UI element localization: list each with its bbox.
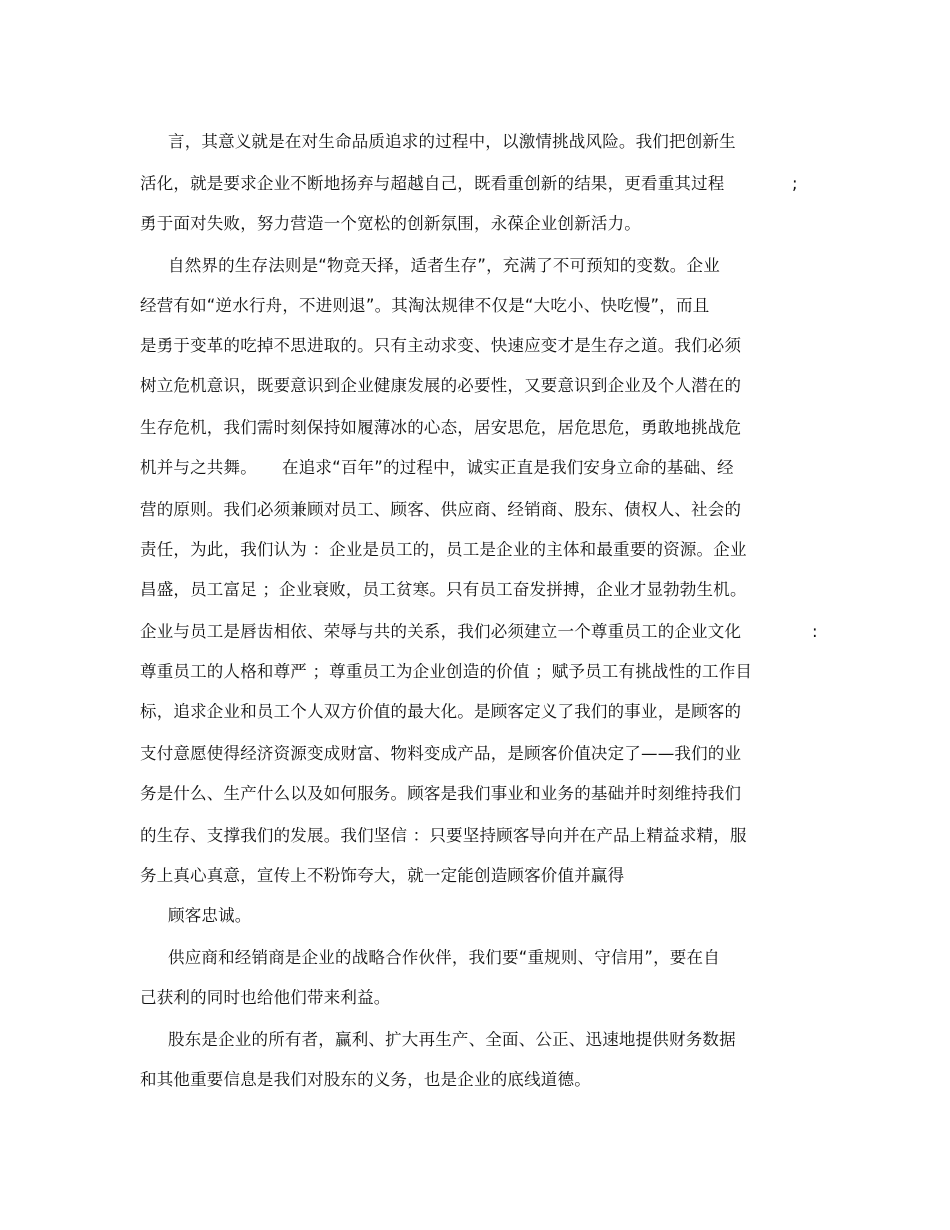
text-line: 言，其意义就是在对生命品质追求的过程中，以激情挑战风险。我们把创新生 bbox=[168, 132, 736, 151]
text-line: 经营有如“逆水行舟，不进则退”。其淘汰规律不仅是“大吃小、快吃慢”，而且 bbox=[140, 296, 710, 315]
text-line: : bbox=[812, 622, 818, 641]
text-line: 的生存、支撑我们的发展。我们坚信 ：只要坚持顾客导向并在产品上精益求精，服 bbox=[140, 826, 747, 845]
text-line: 和其他重要信息是我们对股东的义务，也是企业的底线道德。 bbox=[140, 1070, 591, 1089]
text-line: 自然界的生存法则是“物竞天择，适者生存”，充满了不可预知的变数。企业 bbox=[168, 256, 720, 275]
text-line: 尊重员工的人格和尊严 ；尊重员工为企业创造的价值 ；赋予员工有挑战性的工作目 bbox=[140, 662, 753, 681]
text-line: 昌盛，员工富足 ；企业衰败，员工贫寒。只有员工奋发拼搏，企业才显勃勃生机。 bbox=[140, 580, 747, 599]
text-line: 生存危机，我们需时刻保持如履薄冰的心态，居安思危，居危思危，勇敢地挑战危 bbox=[140, 418, 742, 437]
text-line: 责任，为此，我们认为 ：企业是员工的，员工是企业的主体和最重要的资源。企业 bbox=[140, 540, 747, 559]
text-line: 供应商和经销商是企业的战略合作伙伴，我们要“重规则、守信用”，要在自 bbox=[168, 948, 720, 967]
text-line: 是勇于变革的吃掉不思进取的。只有主动求变、快速应变才是生存之道。我们必须 bbox=[140, 336, 742, 355]
text-line: 顾客忠诚。 bbox=[168, 906, 252, 925]
text-line: 勇于面对失败，努力营造一个宽松的创新氛围，永葆企业创新活力。 bbox=[140, 214, 641, 233]
text-line: 务是什么、生产什么以及如何服务。顾客是我们事业和业务的基础并时刻维持我们 bbox=[140, 784, 742, 803]
text-line: 树立危机意识，既要意识到企业健康发展的必要性，又要意识到企业及个人潜在的 bbox=[140, 376, 742, 395]
text-line: 支付意愿使得经济资源变成财富、物料变成产品，是顾客价值决定了——我们的业 bbox=[140, 744, 742, 763]
text-line: 务上真心真意，宣传上不粉饰夸大，就一定能创造顾客价值并赢得 bbox=[140, 866, 625, 885]
text-line: 标，追求企业和员工个人双方价值的最大化。是顾客定义了我们的事业，是顾客的 bbox=[140, 702, 742, 721]
text-line: 活化，就是要求企业不断地扬弃与超越自己，既看重创新的结果，更看重其过程 bbox=[140, 174, 725, 193]
text-line: 机并与之共舞。 bbox=[140, 458, 257, 477]
text-line: 营的原则。我们必须兼顾对员工、顾客、供应商、经销商、股东、债权人、社会的 bbox=[140, 500, 742, 519]
text-line: 企业与员工是唇齿相依、荣辱与共的关系，我们必须建立一个尊重员工的企业文化 bbox=[140, 622, 742, 641]
text-line: 己获利的同时也给他们带来利益。 bbox=[140, 988, 391, 1007]
text-line: 在追求“百年”的过程中，诚实正直是我们安身立命的基础、经 bbox=[282, 458, 734, 477]
text-line: 股东是企业的所有者，赢利、扩大再生产、全面、公正、迅速地提供财务数据 bbox=[168, 1030, 736, 1049]
text-line: ; bbox=[792, 174, 798, 193]
